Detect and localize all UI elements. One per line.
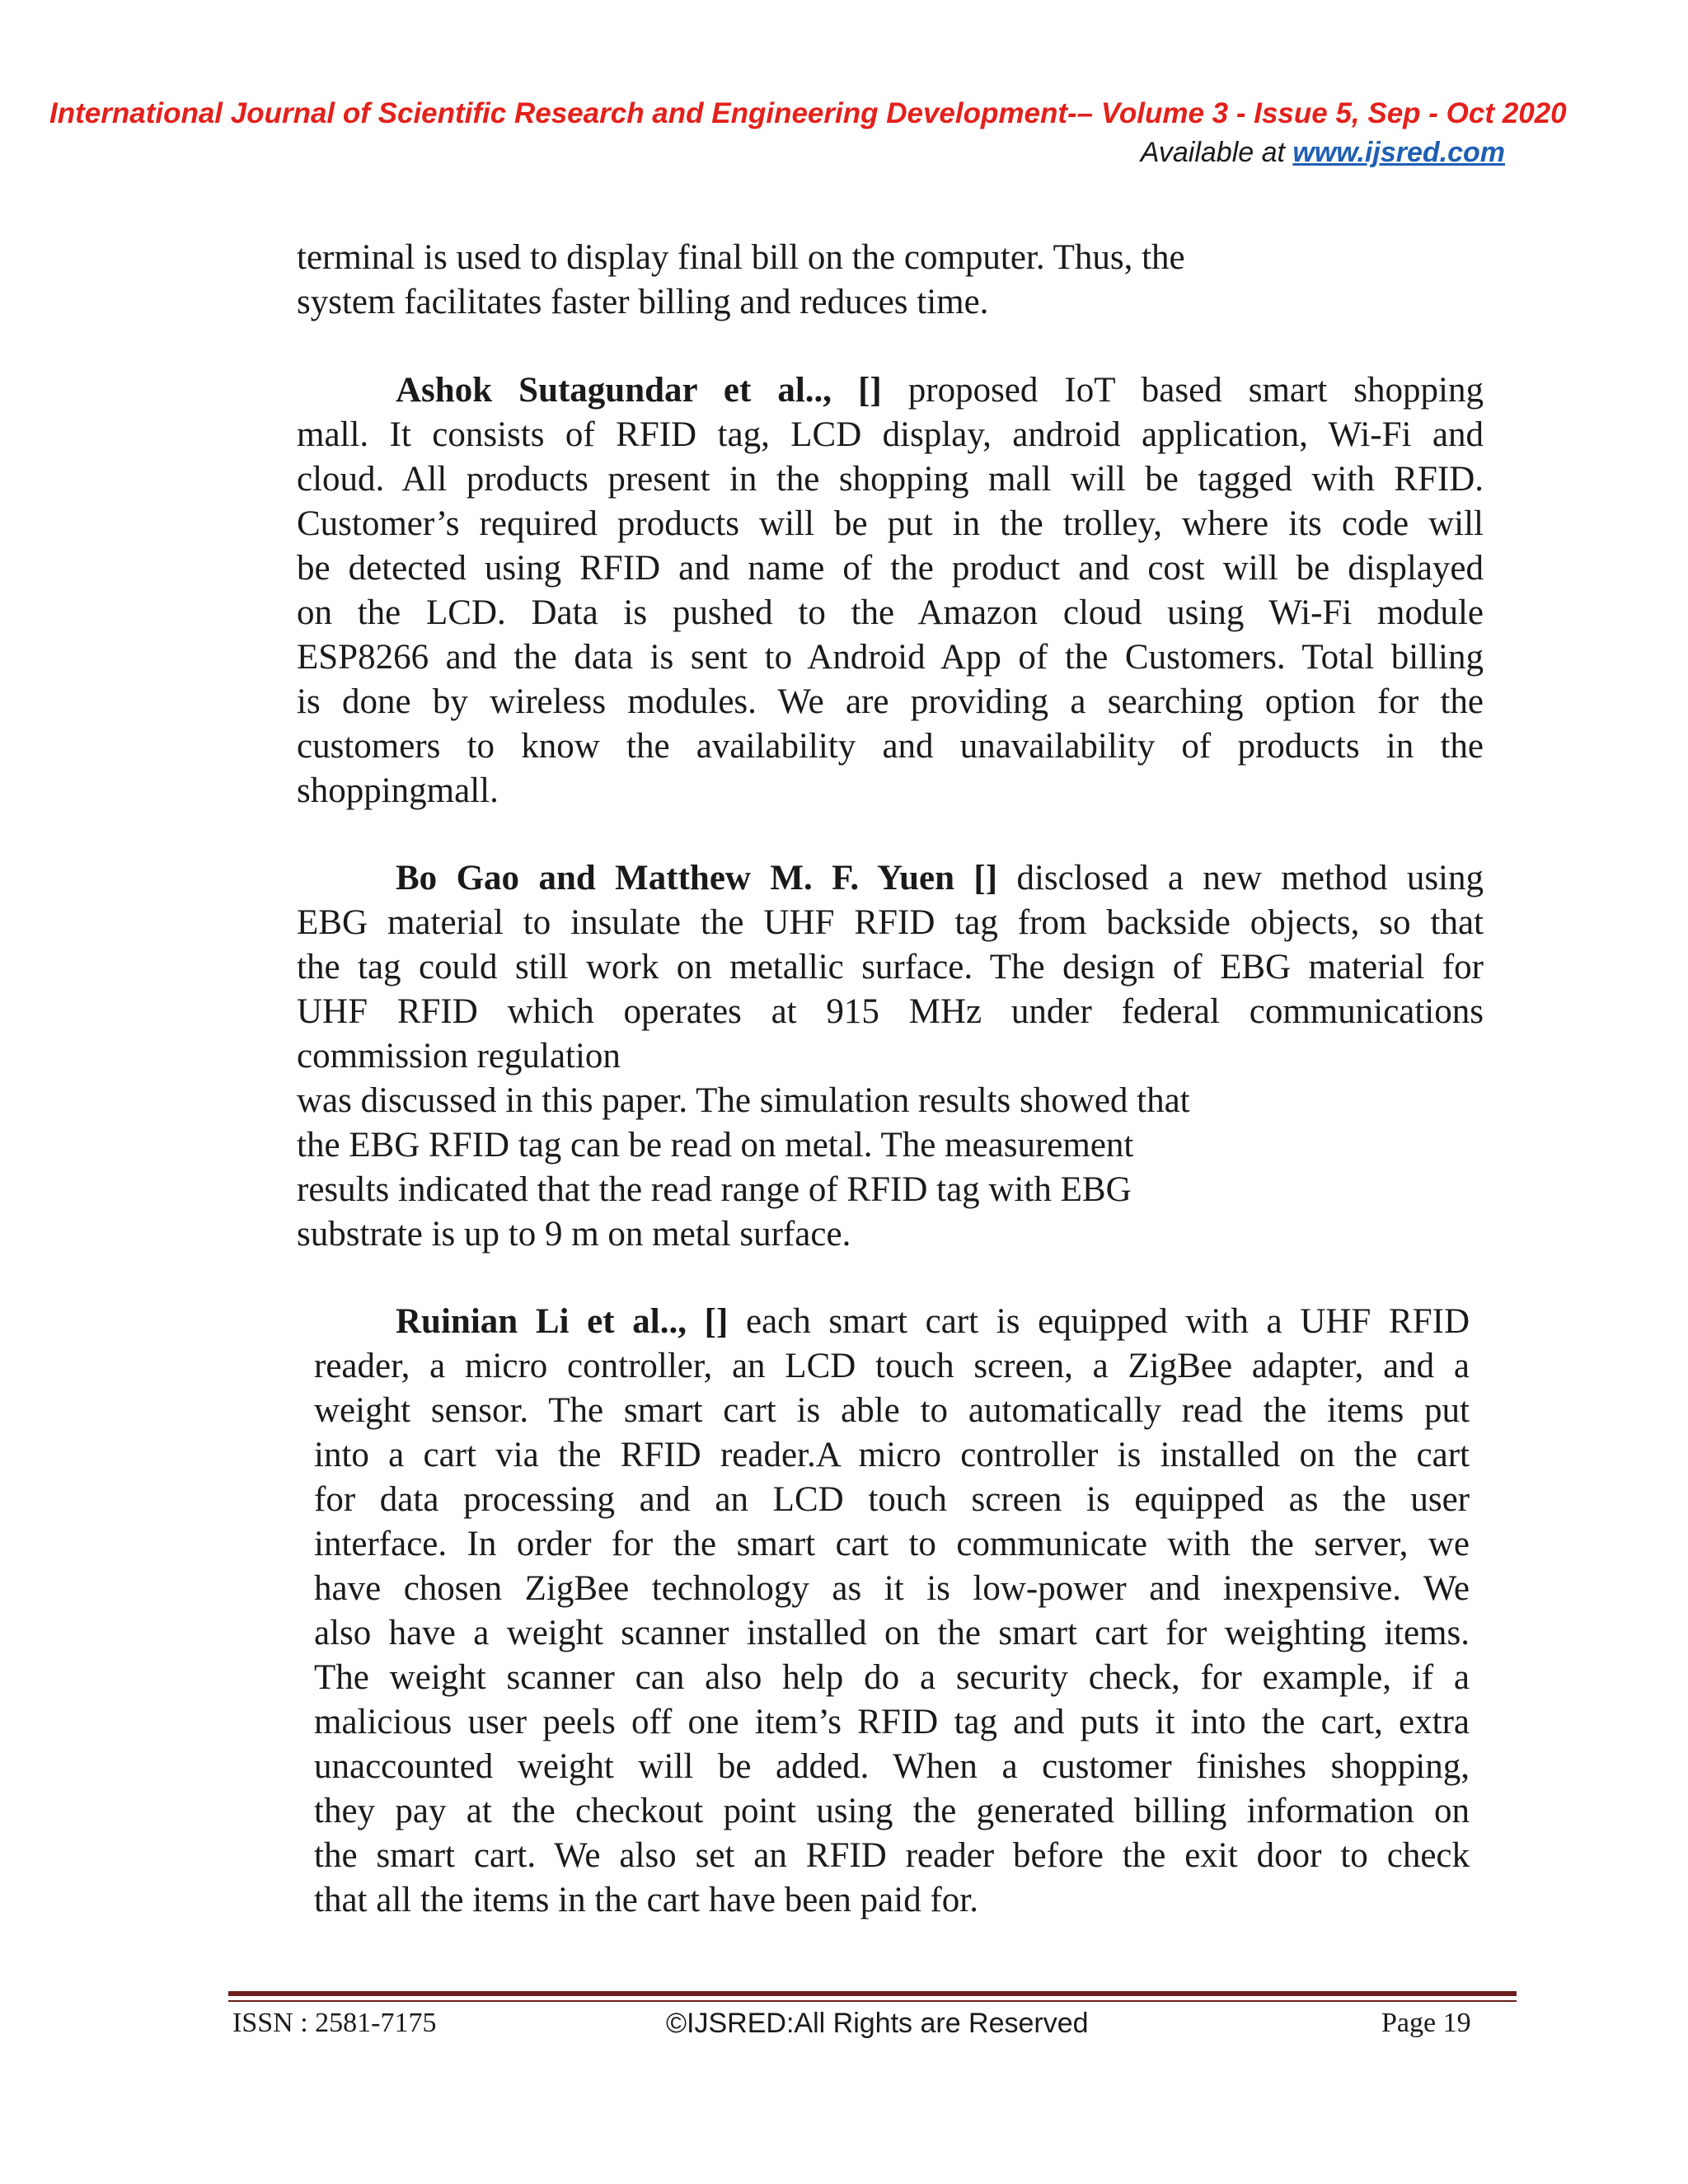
paragraph-ruinian-li — [314, 1300, 1470, 1923]
text-line: customers to know the availability and unavailability of products in the — [297, 727, 1484, 766]
paragraph-first-line — [297, 368, 1484, 413]
text-line: have chosen ZigBee technology as it is low-power and inexpensive. We — [314, 1569, 1470, 1608]
paragraph-gao-yuen — [297, 856, 1484, 1257]
text-line: was discussed in this paper. The simulation results showed that — [297, 1081, 1190, 1120]
text-line: the EBG RFID tag can be read on metal. The measurement — [297, 1126, 1134, 1165]
text-line: system facilitates faster billing and reduces time. — [297, 283, 989, 321]
text-line: results indicated that the read range of RFID tag with EBG — [297, 1170, 1132, 1209]
text-line: also have a weight scanner installed on the smart cart for weighting items. — [314, 1614, 1470, 1652]
author-citation: Ruinian Li et al.., [] — [396, 1302, 729, 1341]
footer-page-number: Page 19 — [1381, 2008, 1471, 2038]
author-citation: Bo Gao and Matthew M. F. Yuen [] — [396, 859, 998, 898]
text-line: ESP8266 and the data is sent to Android App of the Customers. Total billing — [297, 638, 1484, 677]
text-line: commission regulation — [297, 1037, 621, 1076]
paragraph-continuation — [297, 236, 1484, 325]
footer-divider-thin — [228, 2000, 1517, 2002]
text-line: shoppingmall. — [297, 771, 499, 810]
text-line: be detected using RFID and name of the product and cost will be displayed — [297, 549, 1484, 588]
text-run: disclosed a new method using — [997, 859, 1484, 898]
footer-copyright: ©IJSRED:All Rights are Reserved — [666, 2008, 1089, 2039]
text-line: the smart cart. We also set an RFID reader before the exit door to check — [314, 1836, 1470, 1875]
text-line: interface. In order for the smart cart to communicate with the server, we — [314, 1525, 1470, 1563]
text-line: into a cart via the RFID reader.A micro controller is installed on the cart — [314, 1436, 1470, 1474]
paragraph-first-line — [297, 856, 1484, 901]
text-line: The weight scanner can also help do a security check, for example, if a — [314, 1658, 1470, 1697]
text-line: EBG material to insulate the UHF RFID tag from backside objects, so that — [297, 903, 1484, 942]
text-line: that all the items in the cart have been paid for. — [314, 1881, 978, 1919]
text-line: for data processing and an LCD touch screen is equipped as the user — [314, 1480, 1470, 1519]
text-run: proposed IoT based smart shopping — [881, 371, 1484, 410]
journal-website-link[interactable]: www.ijsred.com — [1292, 137, 1505, 168]
text-line: cloud. All products present in the shopping mall will be tagged with RFID. — [297, 460, 1484, 499]
paragraph-sutagundar — [297, 368, 1484, 813]
availability-line — [49, 137, 1505, 169]
text-line: mall. It consists of RFID tag, LCD display, android application, Wi-Fi and — [297, 415, 1484, 454]
text-line: the tag could still work on metallic surface. The design of EBG material for — [297, 948, 1484, 987]
paragraph-first-line — [314, 1300, 1470, 1344]
text-line: Customer’s required products will be put in the trolley, where its code will — [297, 504, 1484, 543]
journal-header: International Journal of Scientific Research and Engineering Development-– Volume 3 - Issue 5, Sep - Oct 2020 — [49, 97, 1567, 129]
text-run: each smart cart is equipped with a UHF RFID — [728, 1302, 1470, 1341]
text-line: is done by wireless modules. We are providing a searching option for the — [297, 682, 1484, 721]
footer-divider-thick — [228, 1991, 1517, 1996]
author-citation: Ashok Sutagundar et al.., [] — [396, 371, 882, 410]
text-line: malicious user peels off one item’s RFID tag and puts it into the cart, extra — [314, 1703, 1470, 1741]
available-prefix: Available at — [1140, 137, 1293, 168]
text-line: unaccounted weight will be added. When a customer finishes shopping, — [314, 1747, 1470, 1786]
text-line: on the LCD. Data is pushed to the Amazon cloud using Wi-Fi module — [297, 593, 1484, 632]
text-line: UHF RFID which operates at 915 MHz under federal communications — [297, 992, 1484, 1031]
text-line: weight sensor. The smart cart is able to automatically read the items put — [314, 1391, 1470, 1430]
text-line: terminal is used to display final bill on the computer. Thus, the — [297, 238, 1185, 277]
text-line: they pay at the checkout point using the generated billing information on — [314, 1792, 1470, 1830]
text-line: substrate is up to 9 m on metal surface. — [297, 1215, 851, 1254]
footer-issn: ISSN : 2581-7175 — [232, 2008, 437, 2038]
text-line: reader, a micro controller, an LCD touch screen, a ZigBee adapter, and a — [314, 1347, 1470, 1385]
